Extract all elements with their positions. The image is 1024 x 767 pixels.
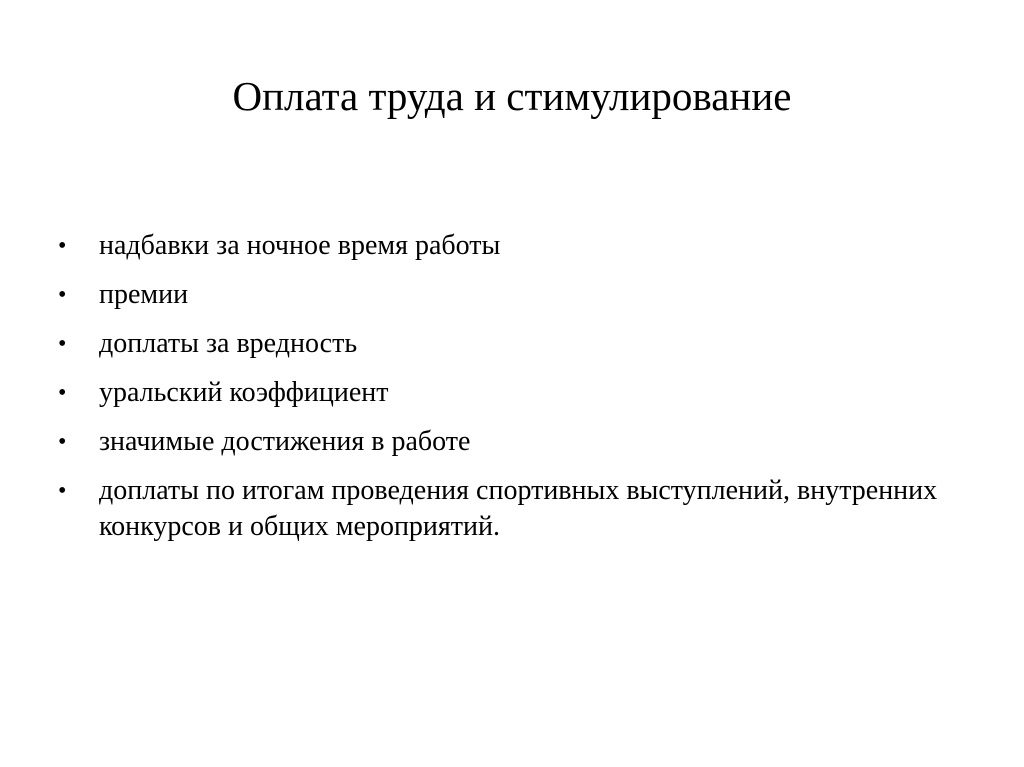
bullet-icon: •: [58, 478, 67, 504]
bullet-list: [58, 228, 978, 558]
bullet-item: [58, 228, 978, 264]
bullet-item: [58, 473, 978, 545]
bullet-icon: •: [58, 429, 67, 455]
bullet-item: [58, 375, 978, 411]
bullet-item: [58, 326, 978, 362]
bullet-text: значимые достижения в работе: [99, 426, 471, 457]
bullet-text: уральский коэффициент: [99, 377, 389, 408]
bullet-icon: •: [58, 282, 67, 308]
bullet-item: [58, 277, 978, 313]
bullet-text: доплаты по итогам проведения спортивных выступлений, внутренних конкурсов и общих мероприятий.: [99, 475, 938, 542]
bullet-text: надбавки за ночное время работы: [99, 230, 501, 261]
bullet-icon: •: [58, 380, 67, 406]
bullet-icon: •: [58, 331, 67, 357]
slide-title: Оплата труда и стимулирование: [232, 73, 792, 119]
bullet-text: доплаты за вредность: [99, 328, 358, 359]
bullet-item: [58, 424, 978, 460]
bullet-text: премии: [99, 279, 189, 310]
bullet-icon: •: [58, 233, 67, 259]
